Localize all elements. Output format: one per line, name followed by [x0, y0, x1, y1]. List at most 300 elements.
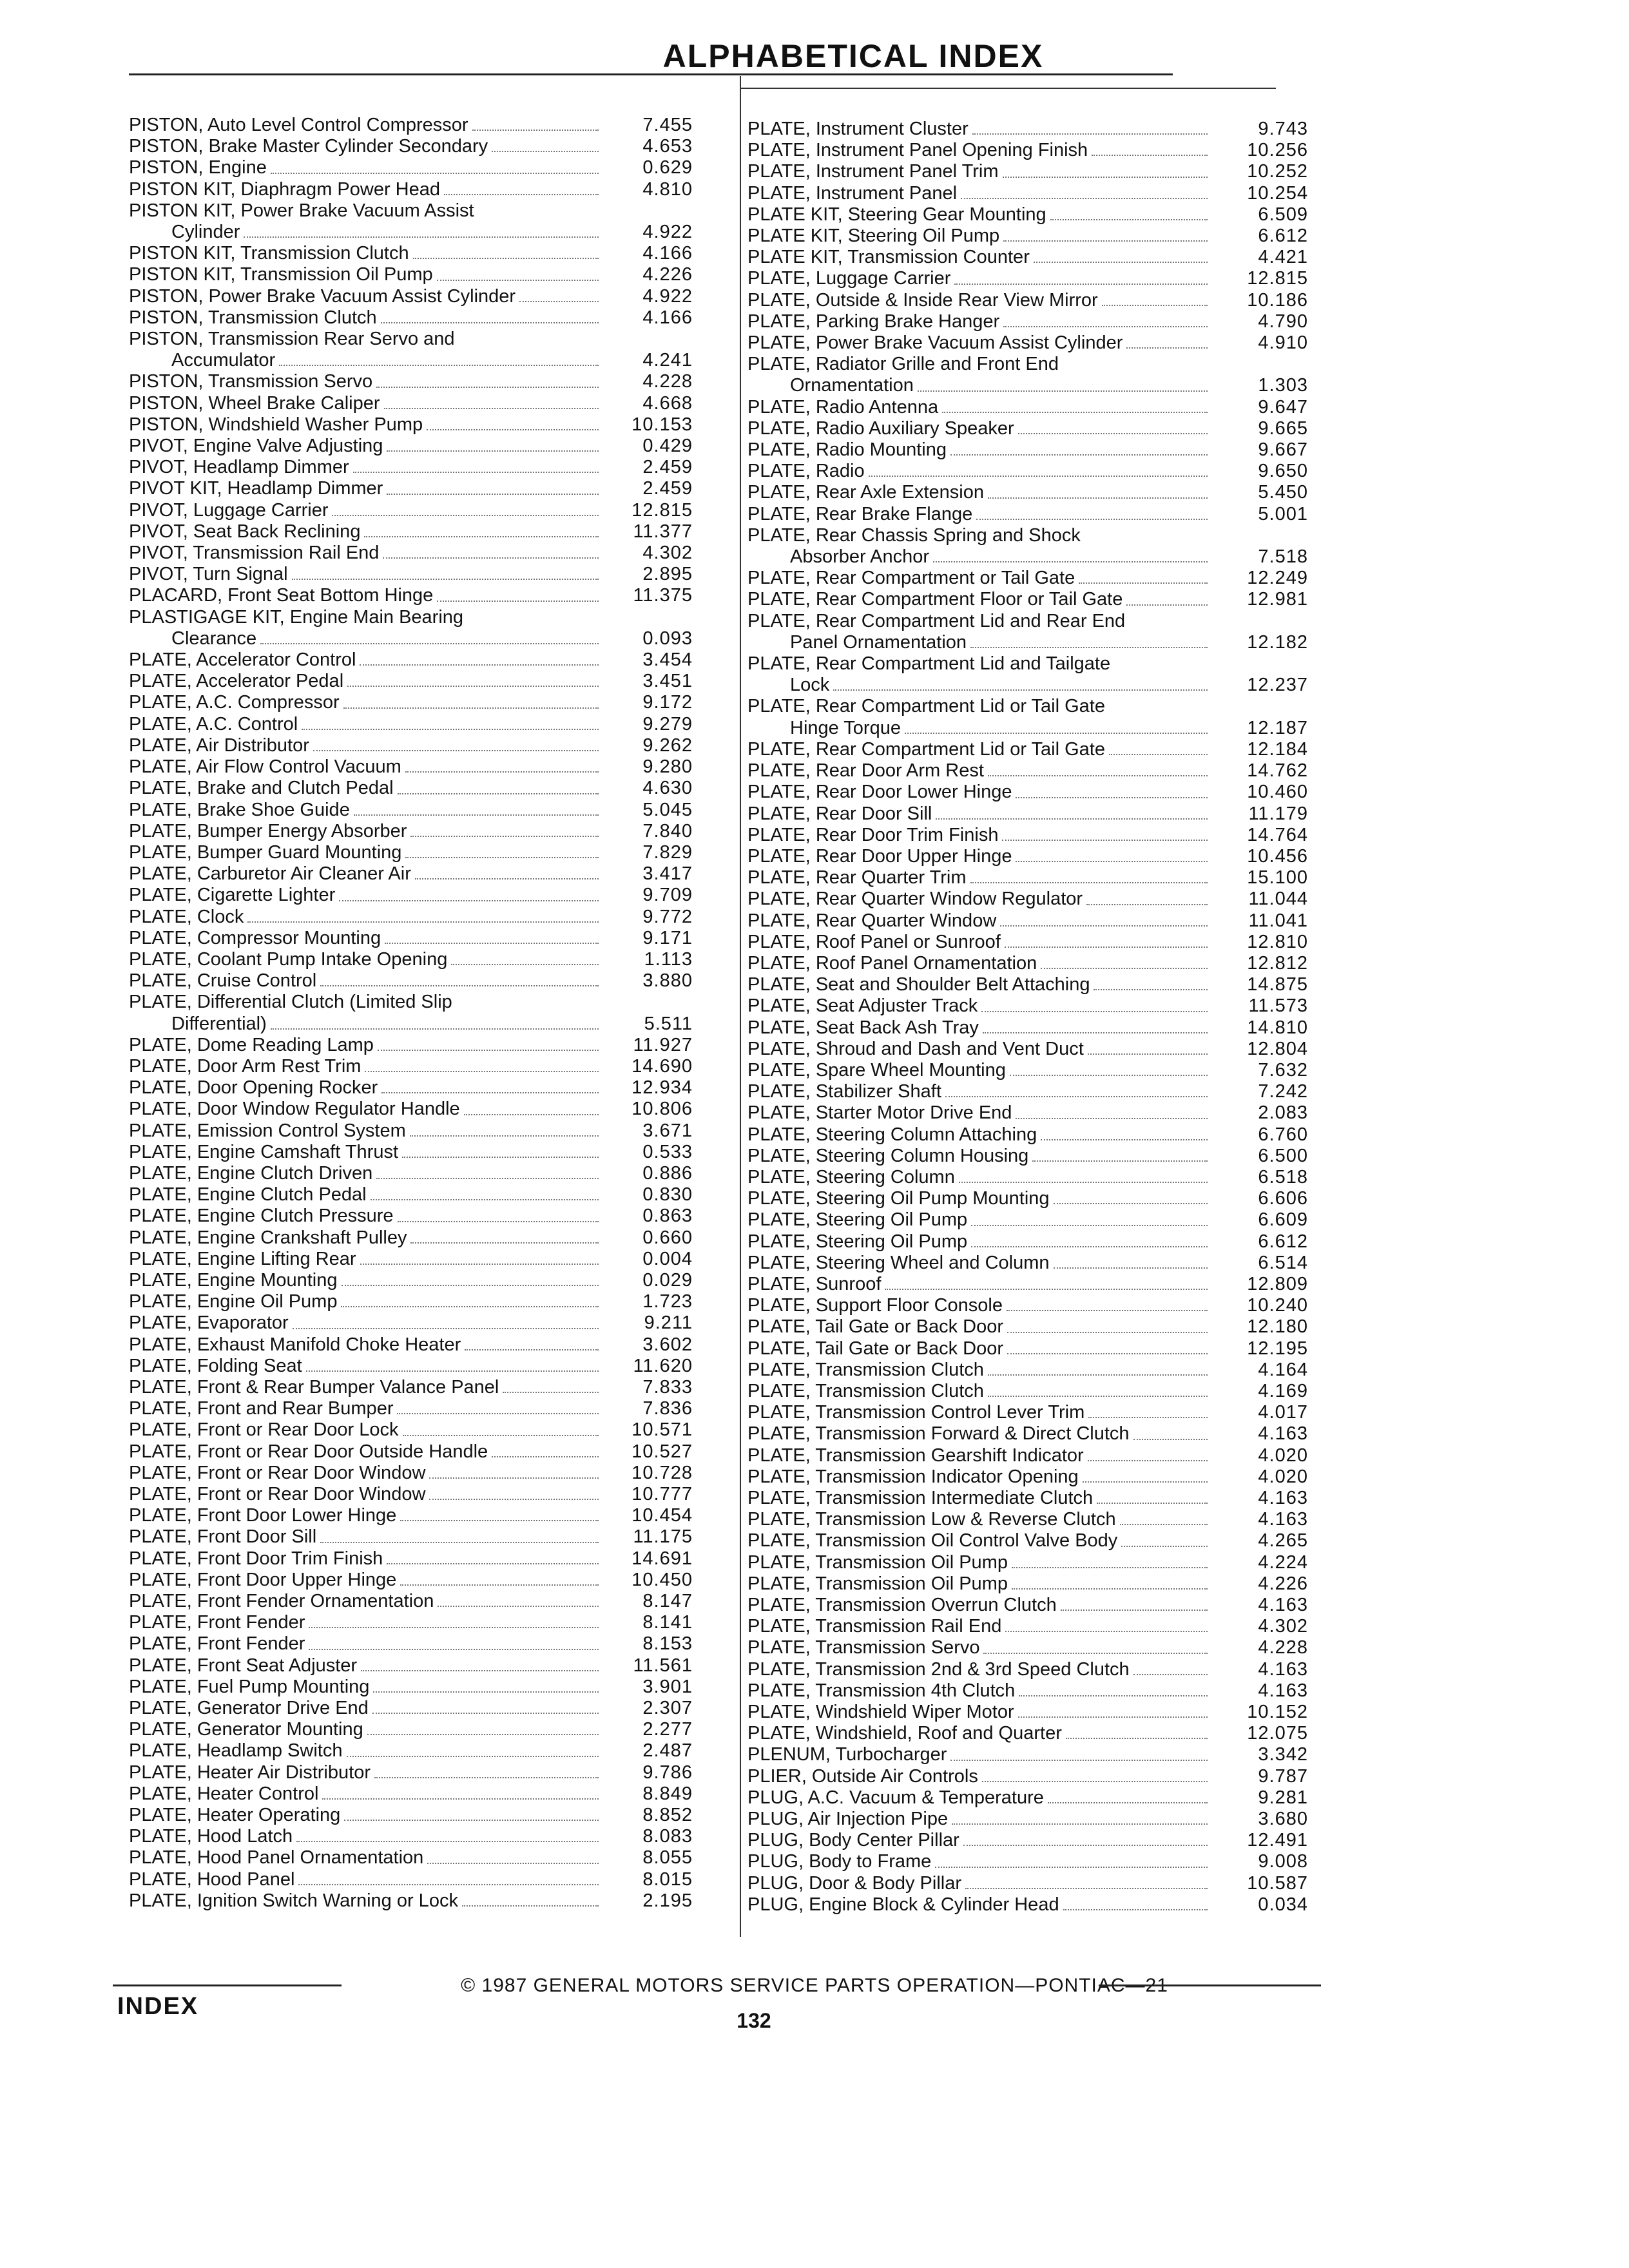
index-entry — [129, 1419, 706, 1441]
index-entry — [129, 692, 706, 713]
entry-page: 11.375 — [633, 585, 693, 606]
entry-page: 7.518 — [1258, 546, 1308, 568]
dot-leader — [361, 1670, 599, 1671]
entry-text: PLATE, Radio Antenna — [747, 396, 939, 418]
entry-text: PLATE, Front or Rear Door Lock — [129, 1419, 399, 1441]
entry-text: Lock — [790, 675, 830, 696]
entry-page: 4.166 — [642, 307, 693, 328]
entry-page: 0.093 — [642, 628, 693, 649]
entry-page: 6.509 — [1258, 204, 1308, 225]
index-entry — [129, 457, 706, 478]
index-entry — [129, 543, 706, 564]
entry-page: 4.164 — [1258, 1359, 1308, 1380]
entry-text: PLATE, Brake and Clutch Pedal — [129, 778, 394, 799]
index-entry — [747, 675, 1308, 696]
index-entry — [129, 179, 706, 200]
dot-leader — [983, 1653, 1208, 1654]
entry-text: PLATE, Rear Compartment Floor or Tail Gate — [747, 589, 1123, 610]
entry-page: 2.487 — [642, 1740, 693, 1762]
entry-text: PLATE, Windshield Wiper Motor — [747, 1702, 1014, 1723]
entry-text: PLATE, Emission Control System — [129, 1120, 406, 1141]
index-entry — [129, 970, 706, 992]
index-entry — [129, 1890, 706, 1912]
dot-leader — [982, 1781, 1208, 1782]
entry-text: PISTON KIT, Power Brake Vacuum Assist — [129, 200, 474, 221]
entry-text: PLATE, Door Window Regulator Handle — [129, 1099, 460, 1120]
entry-text: PLENUM, Turbocharger — [747, 1744, 947, 1765]
index-entry — [129, 1291, 706, 1312]
entry-page: 4.226 — [1258, 1573, 1308, 1594]
dot-leader — [1016, 861, 1208, 862]
entry-text: PLATE, A.C. Control — [129, 713, 298, 735]
dot-leader — [965, 1888, 1208, 1889]
entry-page: 4.226 — [642, 264, 693, 285]
index-entry — [747, 1295, 1308, 1316]
entry-page: 1.723 — [642, 1291, 693, 1312]
index-entry — [747, 589, 1308, 610]
index-entry — [129, 756, 706, 778]
entry-page: 2.195 — [642, 1890, 693, 1911]
entry-page: 9.647 — [1258, 396, 1308, 418]
entry-text: PLATE, Heater Air Distributor — [129, 1762, 371, 1783]
entry-page: 4.653 — [642, 136, 693, 157]
entry-page: 9.280 — [642, 756, 693, 778]
entry-page: 8.852 — [642, 1805, 693, 1826]
index-entry — [129, 907, 706, 928]
dot-leader — [347, 1756, 599, 1757]
entry-page: 0.029 — [642, 1269, 693, 1291]
dot-leader — [961, 198, 1208, 199]
entry-text: PLATE, Seat and Shoulder Belt Attaching — [747, 974, 1090, 995]
entry-page: 12.815 — [1247, 268, 1308, 289]
entry-page: 2.277 — [642, 1719, 693, 1740]
index-entry — [747, 953, 1308, 974]
entry-page: 4.810 — [642, 178, 693, 200]
right-column-rule — [741, 88, 1276, 89]
index-entry — [129, 136, 706, 157]
entry-text: PLATE, Compressor Mounting — [129, 927, 381, 948]
entry-page: 10.254 — [1247, 182, 1308, 204]
entry-page: 10.587 — [1247, 1872, 1308, 1894]
entry-page: 4.163 — [1258, 1658, 1308, 1680]
entry-text: PLATE, Hood Panel Ornamentation — [129, 1847, 424, 1869]
entry-text: PLATE, Air Flow Control Vacuum — [129, 756, 401, 778]
dot-leader — [1088, 1053, 1208, 1055]
index-entry — [129, 1035, 706, 1056]
index-entry — [747, 204, 1308, 226]
entry-text: PLATE, Starter Motor Drive End — [747, 1102, 1012, 1124]
entry-page: 11.041 — [1248, 910, 1308, 931]
entry-page: 9.786 — [642, 1762, 693, 1783]
dot-leader — [983, 1032, 1208, 1033]
dot-leader — [1097, 1503, 1208, 1504]
entry-page: 9.281 — [1258, 1787, 1308, 1808]
dot-leader — [429, 1499, 599, 1500]
dot-leader — [945, 1096, 1208, 1097]
dot-leader — [271, 173, 599, 174]
entry-page: 9.743 — [1258, 119, 1308, 139]
index-entry — [747, 354, 1308, 375]
entry-page: 11.620 — [633, 1355, 693, 1376]
dot-leader — [1133, 1674, 1208, 1675]
page-title: ALPHABETICAL INDEX — [662, 38, 1044, 74]
entry-page: 5.450 — [1258, 482, 1308, 503]
entry-text: PLUG, Body to Frame — [747, 1851, 932, 1872]
dot-leader — [247, 921, 599, 923]
entry-page: 6.609 — [1258, 1209, 1308, 1231]
section-label: INDEX — [117, 1993, 199, 2020]
dot-leader — [344, 1820, 599, 1821]
dot-leader — [988, 1374, 1208, 1376]
entry-page: 10.252 — [1247, 161, 1308, 182]
dot-leader — [387, 1563, 599, 1564]
entry-page: 10.527 — [631, 1441, 693, 1462]
entry-text: PLATE, Engine Clutch Driven — [129, 1162, 373, 1184]
dot-leader — [293, 1328, 599, 1329]
entry-page: 11.561 — [633, 1655, 693, 1676]
dot-leader — [384, 408, 599, 409]
dot-leader — [1088, 1460, 1208, 1461]
index-entry — [129, 649, 706, 671]
dot-leader — [1120, 1524, 1208, 1525]
entry-text: PLATE, Transmission Intermediate Clutch — [747, 1488, 1094, 1508]
index-entry — [747, 140, 1308, 161]
entry-text: PLATE KIT, Transmission Counter — [747, 247, 1030, 268]
entry-text: PLATE, Instrument Panel Opening Finish — [747, 140, 1088, 161]
index-entry — [129, 393, 706, 414]
entry-page: 14.764 — [1247, 824, 1308, 845]
index-entry — [747, 1766, 1308, 1787]
index-entry — [747, 889, 1308, 910]
dot-leader — [1003, 326, 1208, 327]
index-entry — [129, 1463, 706, 1484]
index-entry — [747, 1445, 1308, 1466]
index-entry — [747, 161, 1308, 182]
entry-page: 9.262 — [642, 735, 693, 756]
dot-leader — [410, 1135, 599, 1137]
index-entry — [747, 1466, 1308, 1488]
dot-leader — [1003, 240, 1208, 242]
dot-leader — [1005, 1631, 1208, 1632]
entry-text: PISTON KIT, Transmission Clutch — [129, 243, 409, 264]
entry-page: 12.180 — [1247, 1316, 1308, 1338]
dot-leader — [1005, 947, 1208, 948]
entry-text: PLATE, Engine Camshaft Thrust — [129, 1141, 399, 1162]
entry-page: 3.680 — [1258, 1809, 1308, 1830]
index-entry — [747, 1873, 1308, 1894]
entry-page: 4.163 — [1258, 1509, 1308, 1530]
dot-leader — [1032, 1160, 1208, 1162]
dot-leader — [1007, 1353, 1208, 1354]
index-entry — [747, 290, 1308, 311]
dot-leader — [1041, 968, 1208, 969]
entry-page: 11.927 — [633, 1034, 693, 1055]
dot-leader — [397, 1413, 599, 1414]
dot-leader — [360, 1264, 599, 1265]
entry-text: PLATE, Shroud and Dash and Vent Duct — [747, 1038, 1084, 1059]
dot-leader — [451, 964, 599, 965]
entry-page: 10.460 — [1247, 782, 1308, 803]
entry-text: PLATE, Hood Latch — [129, 1826, 293, 1847]
entry-text: PLATE, Accelerator Pedal — [129, 671, 344, 692]
index-entry — [747, 1060, 1308, 1081]
index-entry — [129, 564, 706, 585]
dot-leader — [1102, 305, 1208, 306]
entry-page: 4.421 — [1258, 247, 1308, 268]
entry-text: PLATE, Steering Wheel and Column — [747, 1252, 1050, 1273]
index-entry — [747, 782, 1308, 803]
index-entry — [747, 1488, 1308, 1509]
entry-text: PLATE, Support Floor Console — [747, 1295, 1003, 1316]
entry-page: 9.211 — [644, 1312, 693, 1334]
dot-leader — [1054, 1267, 1208, 1269]
index-entry — [747, 932, 1308, 953]
entry-text: PLATE, Door Arm Rest Trim — [129, 1055, 361, 1077]
dot-leader — [403, 1435, 599, 1436]
dot-leader — [1083, 1481, 1208, 1483]
entry-text: PLATE, Fuel Pump Mounting — [129, 1676, 370, 1697]
index-entry — [747, 632, 1308, 653]
entry-page: 12.491 — [1247, 1830, 1308, 1851]
dot-leader — [341, 1306, 599, 1307]
index-entry — [747, 1360, 1308, 1381]
entry-text: PLATE, Radio Auxiliary Speaker — [747, 418, 1014, 439]
entry-page: 3.342 — [1258, 1744, 1308, 1765]
dot-leader — [885, 1289, 1208, 1290]
index-entry — [129, 1655, 706, 1677]
title-rule — [129, 73, 1173, 75]
entry-text: PLATE, Tail Gate or Back Door — [747, 1316, 1004, 1338]
entry-page: 4.910 — [1258, 332, 1308, 354]
index-entry — [747, 119, 1308, 140]
index-entry — [747, 718, 1308, 739]
index-entry — [747, 803, 1308, 825]
entry-text: PLATE, Rear Brake Flange — [747, 503, 973, 524]
entry-page: 10.777 — [631, 1484, 693, 1504]
dot-leader — [971, 1225, 1208, 1226]
dot-leader — [354, 814, 599, 816]
entry-text: PLATE, Rear Compartment Lid and Tailgate — [747, 653, 1111, 675]
entry-text: PLATE, Rear Door Lower Hinge — [747, 782, 1012, 803]
footer-copyright: © 1987 GENERAL MOTORS SERVICE PARTS OPERATION—PONTIAC—21 — [461, 1975, 1168, 1996]
entry-text: PLATE, Luggage Carrier — [747, 268, 951, 289]
entry-page: 7.455 — [642, 115, 693, 135]
entry-page: 4.017 — [1258, 1402, 1308, 1423]
entry-text: PLATE, Instrument Cluster — [747, 119, 969, 139]
entry-page: 10.571 — [631, 1419, 693, 1441]
index-entry — [129, 1056, 706, 1077]
entry-text: PLATE, Clock — [129, 906, 244, 927]
index-entry — [129, 1826, 706, 1847]
index-entry — [129, 863, 706, 885]
entry-page: 2.895 — [642, 564, 693, 585]
entry-page: 8.015 — [642, 1869, 693, 1890]
entry-page: 6.606 — [1258, 1188, 1308, 1209]
index-entry — [129, 350, 706, 371]
dot-leader — [444, 194, 599, 195]
entry-text: PIVOT, Transmission Rail End — [129, 543, 380, 564]
index-entry — [747, 846, 1308, 867]
entry-page: 6.760 — [1258, 1124, 1308, 1145]
entry-page: 12.804 — [1247, 1038, 1308, 1059]
index-entry — [747, 974, 1308, 995]
entry-page: 3.451 — [642, 671, 693, 692]
index-entry — [129, 307, 706, 329]
index-entry — [747, 1723, 1308, 1744]
entry-page: 10.806 — [631, 1099, 693, 1120]
entry-text: PLATE, Cruise Control — [129, 970, 317, 992]
entry-page: 4.163 — [1258, 1595, 1308, 1616]
entry-text: PIVOT KIT, Headlamp Dimmer — [129, 478, 383, 499]
entry-text: Ornamentation — [790, 375, 914, 396]
index-entry — [129, 1377, 706, 1398]
entry-text: PLATE, Engine Crankshaft Pulley — [129, 1227, 407, 1248]
index-entry — [747, 825, 1308, 846]
dot-leader — [492, 151, 599, 152]
dot-leader — [1126, 347, 1208, 349]
index-entry — [129, 1698, 706, 1719]
index-entry — [129, 478, 706, 499]
entry-page: 0.886 — [642, 1162, 693, 1184]
index-entry — [747, 910, 1308, 932]
entry-text: PLATE, Steering Column Attaching — [747, 1124, 1037, 1145]
entry-page: 11.179 — [1248, 803, 1308, 824]
entry-page: 6.612 — [1258, 226, 1308, 247]
index-entry — [747, 1274, 1308, 1295]
dot-leader — [954, 284, 1208, 285]
entry-page: 8.147 — [642, 1591, 693, 1612]
dot-leader — [1007, 1332, 1208, 1333]
dot-leader — [279, 365, 599, 366]
entry-page: 14.690 — [631, 1055, 693, 1077]
index-entry — [129, 885, 706, 906]
index-entry — [747, 525, 1308, 546]
entry-page: 9.171 — [642, 927, 693, 948]
entry-page: 3.417 — [642, 863, 693, 885]
dot-leader — [320, 985, 599, 986]
entry-text: PLUG, A.C. Vacuum & Temperature — [747, 1787, 1044, 1808]
entry-text: PLATE, Front Seat Adjuster — [129, 1655, 358, 1676]
entry-text: PLATE, Engine Oil Pump — [129, 1291, 338, 1312]
dot-leader — [387, 494, 599, 495]
entry-page: 0.533 — [642, 1141, 693, 1162]
entry-text: PLIER, Outside Air Controls — [747, 1765, 978, 1787]
dot-leader — [398, 793, 599, 794]
entry-page: 4.265 — [1258, 1530, 1308, 1552]
entry-page: 4.630 — [642, 778, 693, 799]
entry-text: PISTON, Windshield Washer Pump — [129, 414, 423, 435]
entry-page: 9.772 — [642, 906, 693, 927]
dot-leader — [1010, 1075, 1208, 1076]
entry-text: PLATE, Spare Wheel Mounting — [747, 1059, 1006, 1081]
entry-page: 11.175 — [633, 1526, 693, 1548]
index-entry — [129, 1206, 706, 1227]
index-entry — [129, 329, 706, 350]
entry-text: PLUG, Engine Block & Cylinder Head — [747, 1894, 1059, 1915]
index-entry — [747, 247, 1308, 268]
index-entry — [747, 1894, 1308, 1916]
entry-page: 3.901 — [642, 1676, 693, 1697]
dot-leader — [1007, 1310, 1208, 1311]
entry-text: PLATE KIT, Steering Gear Mounting — [747, 204, 1046, 225]
entry-text: PLATE, Steering Oil Pump — [747, 1209, 968, 1231]
entry-text: PLUG, Door & Body Pillar — [747, 1872, 962, 1894]
index-entry — [747, 1851, 1308, 1872]
entry-text: PLATE, Front or Rear Door Outside Handle — [129, 1441, 488, 1462]
entry-text: PLATE, Rear Chassis Spring and Shock — [747, 524, 1081, 546]
entry-page: 2.307 — [642, 1698, 693, 1719]
entry-page: 0.629 — [642, 157, 693, 178]
dot-leader — [410, 836, 599, 837]
index-entry — [129, 735, 706, 756]
entry-text: PLATE, Hood Panel — [129, 1869, 295, 1890]
entry-text: PLATE, Cigarette Lighter — [129, 885, 336, 906]
index-entry — [129, 243, 706, 264]
dot-leader — [1012, 1588, 1208, 1590]
entry-text: PLASTIGAGE KIT, Engine Main Bearing — [129, 606, 464, 628]
dot-leader — [519, 301, 599, 302]
index-entry — [747, 1209, 1308, 1231]
dot-leader — [365, 1071, 599, 1072]
dot-leader — [1016, 797, 1208, 798]
index-entry — [129, 821, 706, 842]
entry-page: 0.429 — [642, 436, 693, 457]
entry-page: 4.922 — [642, 285, 693, 307]
entry-page: 12.812 — [1247, 952, 1308, 974]
dot-leader — [1121, 1546, 1208, 1547]
entry-text: PIVOT, Seat Back Reclining — [129, 521, 361, 542]
index-entry — [129, 1847, 706, 1869]
index-entry — [129, 1142, 706, 1163]
dot-leader — [462, 1905, 599, 1907]
entry-page: 12.810 — [1247, 931, 1308, 952]
entry-text: PISTON, Engine — [129, 157, 267, 178]
dot-leader — [372, 1713, 599, 1714]
entry-page: 11.044 — [1248, 889, 1308, 910]
entry-text: PLUG, Body Center Pillar — [747, 1830, 959, 1851]
entry-text: PLATE, Accelerator Control — [129, 649, 356, 671]
entry-text: PLATE, Front Door Lower Hinge — [129, 1505, 397, 1526]
index-entry — [747, 1787, 1308, 1809]
index-entry — [747, 1680, 1308, 1702]
entry-text: Clearance — [171, 628, 257, 649]
index-entry — [129, 1783, 706, 1805]
entry-text: PLATE, Heater Control — [129, 1783, 319, 1804]
index-entry — [747, 1830, 1308, 1851]
entry-page: 9.665 — [1258, 418, 1308, 439]
entry-text: PLATE, Front and Rear Bumper — [129, 1398, 394, 1419]
dot-leader — [1012, 1567, 1208, 1568]
entry-page: 4.163 — [1258, 1680, 1308, 1701]
entry-page: 12.249 — [1247, 568, 1308, 589]
entry-text: PLUG, Air Injection Pipe — [747, 1809, 949, 1830]
entry-text: PLATE, Transmission Oil Pump — [747, 1573, 1008, 1594]
entry-text: PLACARD, Front Seat Bottom Hinge — [129, 585, 434, 606]
dot-leader — [347, 686, 599, 687]
index-entry — [129, 1719, 706, 1740]
entry-page: 9.650 — [1258, 461, 1308, 482]
entry-text: PLATE, Parking Brake Hanger — [747, 311, 1000, 332]
entry-text: PIVOT, Turn Signal — [129, 564, 288, 585]
entry-page: 2.083 — [1258, 1102, 1308, 1124]
entry-page: 4.668 — [642, 392, 693, 414]
entry-page: 12.809 — [1247, 1273, 1308, 1294]
entry-text: PLATE, Bumper Energy Absorber — [129, 820, 407, 841]
entry-page: 4.302 — [1258, 1616, 1308, 1637]
index-entry — [129, 500, 706, 521]
dot-leader — [376, 1178, 599, 1179]
index-entry — [747, 397, 1308, 418]
